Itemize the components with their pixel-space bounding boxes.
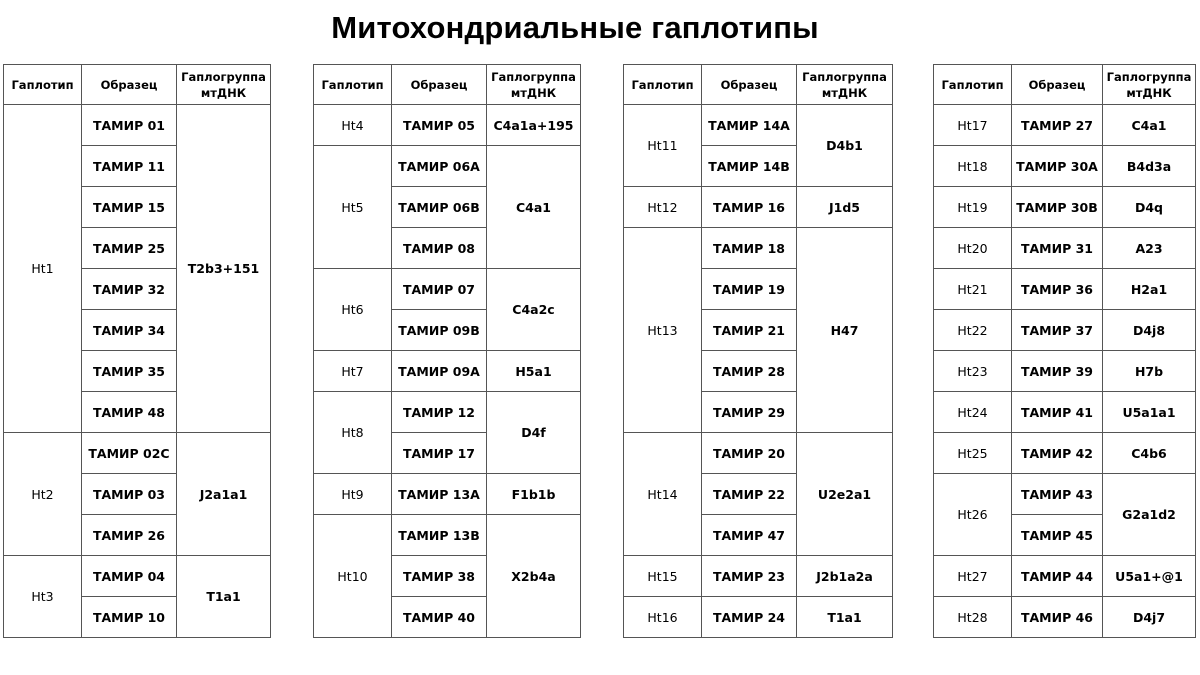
haplogroup-cell: C4a2c bbox=[487, 269, 581, 351]
haplotype-cell: Ht6 bbox=[314, 269, 392, 351]
haplogroup-cell: H47 bbox=[797, 228, 893, 433]
header-sample: Образец bbox=[1012, 65, 1103, 105]
header-haplogroup: Гаплогруппа мтДНК bbox=[487, 65, 581, 105]
sample-cell: ТАМИР 45 bbox=[1012, 515, 1103, 556]
haplogroup-cell: D4j8 bbox=[1103, 310, 1196, 351]
sample-cell: ТАМИР 44 bbox=[1012, 556, 1103, 597]
header-haplotype: Гаплотип bbox=[4, 65, 82, 105]
haplotype-table-1 bbox=[3, 64, 271, 638]
haplotype-cell: Ht20 bbox=[934, 228, 1012, 269]
header-sample: Образец bbox=[702, 65, 797, 105]
table-row bbox=[934, 228, 1196, 269]
table-row bbox=[934, 556, 1196, 597]
haplogroup-cell: B4d3a bbox=[1103, 146, 1196, 187]
header-haplotype: Гаплотип bbox=[934, 65, 1012, 105]
sample-cell: ТАМИР 06А bbox=[392, 146, 487, 187]
table-row bbox=[624, 556, 893, 597]
haplogroup-cell: J2b1a2a bbox=[797, 556, 893, 597]
haplogroup-cell: A23 bbox=[1103, 228, 1196, 269]
sample-cell: ТАМИР 13А bbox=[392, 474, 487, 515]
haplotype-cell: Ht14 bbox=[624, 433, 702, 556]
sample-cell: ТАМИР 41 bbox=[1012, 392, 1103, 433]
haplotype-cell: Ht12 bbox=[624, 187, 702, 228]
sample-cell: ТАМИР 48 bbox=[82, 392, 177, 433]
haplogroup-cell: U5a1+@1 bbox=[1103, 556, 1196, 597]
table-row bbox=[314, 474, 581, 515]
page-title: Митохондриальные гаплотипы bbox=[331, 10, 819, 45]
header-row bbox=[934, 65, 1196, 105]
sample-cell: ТАМИР 04 bbox=[82, 556, 177, 597]
haplogroup-cell: D4j7 bbox=[1103, 597, 1196, 638]
table-row bbox=[934, 146, 1196, 187]
table-row bbox=[934, 105, 1196, 146]
haplogroup-cell: T1a1 bbox=[177, 556, 271, 638]
sample-cell: ТАМИР 23 bbox=[702, 556, 797, 597]
haplogroup-cell: T1a1 bbox=[797, 597, 893, 638]
sample-cell: ТАМИР 01 bbox=[82, 105, 177, 146]
sample-cell: ТАМИР 12 bbox=[392, 392, 487, 433]
table-row bbox=[624, 433, 893, 474]
sample-cell: ТАМИР 22 bbox=[702, 474, 797, 515]
table-row bbox=[314, 392, 581, 433]
table-row bbox=[4, 433, 271, 474]
sample-cell: ТАМИР 36 bbox=[1012, 269, 1103, 310]
sample-cell: ТАМИР 15 bbox=[82, 187, 177, 228]
sample-cell: ТАМИР 06В bbox=[392, 187, 487, 228]
haplogroup-cell: J1d5 bbox=[797, 187, 893, 228]
haplotype-cell: Ht27 bbox=[934, 556, 1012, 597]
sample-cell: ТАМИР 37 bbox=[1012, 310, 1103, 351]
header-row bbox=[314, 65, 581, 105]
haplogroup-cell: H2a1 bbox=[1103, 269, 1196, 310]
haplotype-cell: Ht17 bbox=[934, 105, 1012, 146]
sample-cell: ТАМИР 21 bbox=[702, 310, 797, 351]
header-haplotype: Гаплотип bbox=[624, 65, 702, 105]
haplotype-cell: Ht16 bbox=[624, 597, 702, 638]
sample-cell: ТАМИР 28 bbox=[702, 351, 797, 392]
sample-cell: ТАМИР 31 bbox=[1012, 228, 1103, 269]
sample-cell: ТАМИР 42 bbox=[1012, 433, 1103, 474]
sample-cell: ТАМИР 14В bbox=[702, 146, 797, 187]
header-row bbox=[4, 65, 271, 105]
haplotype-cell: Ht18 bbox=[934, 146, 1012, 187]
haplotype-cell: Ht22 bbox=[934, 310, 1012, 351]
sample-cell: ТАМИР 29 bbox=[702, 392, 797, 433]
sample-cell: ТАМИР 09А bbox=[392, 351, 487, 392]
haplogroup-cell: H5a1 bbox=[487, 351, 581, 392]
table-row bbox=[934, 269, 1196, 310]
header-haplogroup: Гаплогруппа мтДНК bbox=[1103, 65, 1196, 105]
haplotype-cell: Ht28 bbox=[934, 597, 1012, 638]
sample-cell: ТАМИР 18 bbox=[702, 228, 797, 269]
table-row bbox=[624, 597, 893, 638]
haplotype-cell: Ht5 bbox=[314, 146, 392, 269]
table-row bbox=[934, 310, 1196, 351]
header-haplotype: Гаплотип bbox=[314, 65, 392, 105]
haplogroup-cell: U5a1a1 bbox=[1103, 392, 1196, 433]
haplogroup-cell: T2b3+151 bbox=[177, 105, 271, 433]
sample-cell: ТАМИР 14А bbox=[702, 105, 797, 146]
haplogroup-cell: C4a1 bbox=[1103, 105, 1196, 146]
sample-cell: ТАМИР 17 bbox=[392, 433, 487, 474]
table-row bbox=[314, 351, 581, 392]
sample-cell: ТАМИР 40 bbox=[392, 597, 487, 638]
table-row bbox=[4, 556, 271, 597]
haplotype-cell: Ht3 bbox=[4, 556, 82, 638]
table-row bbox=[314, 269, 581, 310]
haplogroup-cell: D4b1 bbox=[797, 105, 893, 187]
sample-cell: ТАМИР 30В bbox=[1012, 187, 1103, 228]
haplogroup-cell: J2a1a1 bbox=[177, 433, 271, 556]
table-row bbox=[934, 433, 1196, 474]
sample-cell: ТАМИР 03 bbox=[82, 474, 177, 515]
sample-cell: ТАМИР 47 bbox=[702, 515, 797, 556]
haplotype-cell: Ht24 bbox=[934, 392, 1012, 433]
table-row bbox=[624, 187, 893, 228]
haplotype-cell: Ht11 bbox=[624, 105, 702, 187]
sample-cell: ТАМИР 43 bbox=[1012, 474, 1103, 515]
haplotype-cell: Ht26 bbox=[934, 474, 1012, 556]
haplotype-cell: Ht23 bbox=[934, 351, 1012, 392]
header-haplogroup: Гаплогруппа мтДНК bbox=[177, 65, 271, 105]
table-row bbox=[4, 105, 271, 146]
table-row bbox=[934, 351, 1196, 392]
haplotype-cell: Ht13 bbox=[624, 228, 702, 433]
haplotype-cell: Ht7 bbox=[314, 351, 392, 392]
sample-cell: ТАМИР 25 bbox=[82, 228, 177, 269]
table-row bbox=[934, 474, 1196, 515]
haplotype-table-3 bbox=[623, 64, 893, 638]
sample-cell: ТАМИР 46 bbox=[1012, 597, 1103, 638]
sample-cell: ТАМИР 24 bbox=[702, 597, 797, 638]
sample-cell: ТАМИР 13В bbox=[392, 515, 487, 556]
table-row bbox=[934, 597, 1196, 638]
sample-cell: ТАМИР 27 bbox=[1012, 105, 1103, 146]
table-row bbox=[314, 515, 581, 556]
haplotype-cell: Ht1 bbox=[4, 105, 82, 433]
haplogroup-cell: F1b1b bbox=[487, 474, 581, 515]
haplotype-cell: Ht4 bbox=[314, 105, 392, 146]
header-haplogroup: Гаплогруппа мтДНК bbox=[797, 65, 893, 105]
header-sample: Образец bbox=[82, 65, 177, 105]
sample-cell: ТАМИР 09В bbox=[392, 310, 487, 351]
sample-cell: ТАМИР 08 bbox=[392, 228, 487, 269]
haplogroup-cell: C4a1 bbox=[487, 146, 581, 269]
haplotype-cell: Ht2 bbox=[4, 433, 82, 556]
haplogroup-cell: C4b6 bbox=[1103, 433, 1196, 474]
sample-cell: ТАМИР 38 bbox=[392, 556, 487, 597]
haplogroup-cell: C4a1a+195 bbox=[487, 105, 581, 146]
table-row bbox=[934, 392, 1196, 433]
sample-cell: ТАМИР 39 bbox=[1012, 351, 1103, 392]
sample-cell: ТАМИР 30А bbox=[1012, 146, 1103, 187]
sample-cell: ТАМИР 26 bbox=[82, 515, 177, 556]
haplogroup-cell: D4q bbox=[1103, 187, 1196, 228]
sample-cell: ТАМИР 05 bbox=[392, 105, 487, 146]
haplotype-cell: Ht21 bbox=[934, 269, 1012, 310]
haplogroup-cell: U2e2a1 bbox=[797, 433, 893, 556]
haplogroup-cell: H7b bbox=[1103, 351, 1196, 392]
haplotype-cell: Ht25 bbox=[934, 433, 1012, 474]
sample-cell: ТАМИР 32 bbox=[82, 269, 177, 310]
haplogroup-cell: D4f bbox=[487, 392, 581, 474]
sample-cell: ТАМИР 07 bbox=[392, 269, 487, 310]
haplotype-cell: Ht10 bbox=[314, 515, 392, 638]
sample-cell: ТАМИР 10 bbox=[82, 597, 177, 638]
header-sample: Образец bbox=[392, 65, 487, 105]
table-row bbox=[624, 228, 893, 269]
haplogroup-cell: G2a1d2 bbox=[1103, 474, 1196, 556]
haplotype-table-2 bbox=[313, 64, 581, 638]
table-row bbox=[314, 105, 581, 146]
sample-cell: ТАМИР 16 bbox=[702, 187, 797, 228]
sample-cell: ТАМИР 20 bbox=[702, 433, 797, 474]
haplotype-cell: Ht8 bbox=[314, 392, 392, 474]
sample-cell: ТАМИР 35 bbox=[82, 351, 177, 392]
haplotype-cell: Ht15 bbox=[624, 556, 702, 597]
haplogroup-cell: X2b4a bbox=[487, 515, 581, 638]
sample-cell: ТАМИР 34 bbox=[82, 310, 177, 351]
table-row bbox=[624, 105, 893, 146]
sample-cell: ТАМИР 19 bbox=[702, 269, 797, 310]
haplotype-cell: Ht9 bbox=[314, 474, 392, 515]
header-row bbox=[624, 65, 893, 105]
haplotype-table-4 bbox=[933, 64, 1196, 638]
table-row bbox=[934, 187, 1196, 228]
table-row bbox=[314, 146, 581, 187]
haplotype-cell: Ht19 bbox=[934, 187, 1012, 228]
sample-cell: ТАМИР 02С bbox=[82, 433, 177, 474]
sample-cell: ТАМИР 11 bbox=[82, 146, 177, 187]
